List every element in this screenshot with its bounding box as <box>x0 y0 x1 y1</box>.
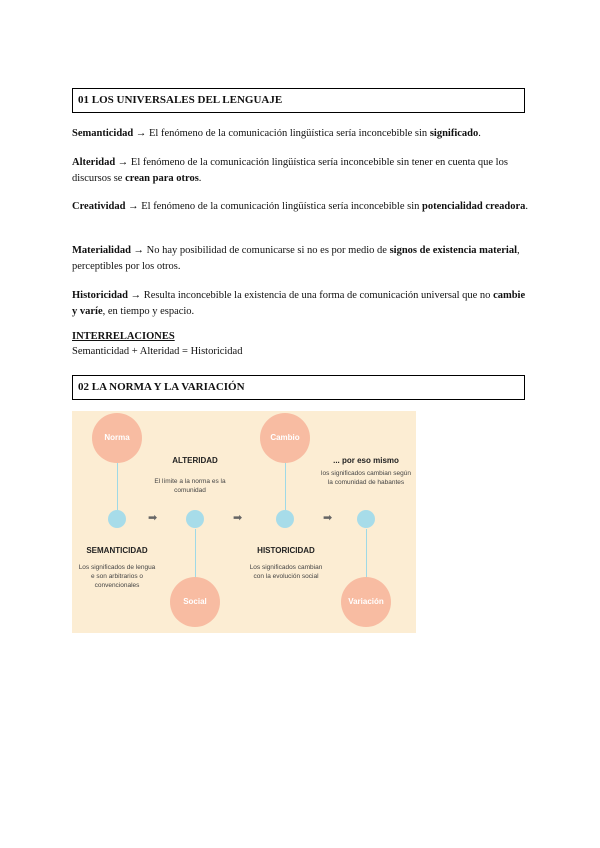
text-materialidad: No hay posibilidad de comunicarse si no es por medio de <box>146 245 390 256</box>
por-eso-mismo-heading: ... por eso mismo <box>333 456 399 465</box>
end-creatividad: . <box>525 201 529 212</box>
term-materialidad: Materialidad <box>72 245 131 256</box>
paragraph-historicidad <box>72 288 532 320</box>
term-semanticidad: Semanticidad <box>72 128 134 139</box>
end-semanticidad: . <box>478 128 481 139</box>
node-dot <box>357 510 375 528</box>
historicidad-text: Los significados cambian con la evolución social <box>249 564 323 580</box>
paragraph-materialidad <box>72 243 532 275</box>
arrow-right-icon: ➡ <box>148 512 158 524</box>
interrelaciones-title: INTERRELACIONES <box>72 331 175 342</box>
bold-creatividad: potencialidad creadora <box>422 201 526 212</box>
bold-alteridad: crean para otros <box>125 173 199 184</box>
arrow-semanticidad: → <box>133 128 150 139</box>
end-materialidad: , perceptibles por los otros. <box>72 245 520 272</box>
text-historicidad: Resulta inconcebible la existencia de una forma de comunicación universal que no <box>143 290 494 301</box>
circle-social: Social <box>170 577 220 627</box>
norma-variacion-diagram <box>72 411 416 633</box>
paragraph-semanticidad <box>72 126 532 142</box>
interrelaciones-equation: Semanticidad + Alteridad = Historicidad <box>72 346 243 357</box>
text-creatividad: El fenómeno de la comunicación lingüística sería inconcebible sin <box>141 201 423 212</box>
arrow-right-icon: ➡ <box>323 512 333 524</box>
paragraph-alteridad <box>72 155 532 187</box>
term-historicidad: Historicidad <box>72 290 129 301</box>
alteridad-heading: ALTERIDAD <box>172 456 218 465</box>
arrow-materialidad: → <box>130 245 147 256</box>
bold-materialidad: signos de existencia material <box>389 245 518 256</box>
bold-historicidad: cambie y varíe <box>72 290 526 317</box>
arrow-historicidad: → <box>128 290 144 301</box>
alteridad-text: El límite a la norma es la comunidad <box>154 478 226 494</box>
end-alteridad: . <box>198 173 202 184</box>
term-alteridad: Alteridad <box>72 157 116 168</box>
end-historicidad: , en tiempo y espacio. <box>102 306 195 317</box>
text-semanticidad: El fenómeno de la comunicación lingüística sería inconcebible sin <box>149 128 430 139</box>
connector-line <box>195 529 196 579</box>
node-dot <box>108 510 126 528</box>
semanticidad-heading: SEMANTICIDAD <box>86 546 148 555</box>
arrow-right-icon: ➡ <box>233 512 243 524</box>
term-creatividad: Creatividad <box>72 201 126 212</box>
connector-line <box>366 529 367 579</box>
historicidad-heading: HISTORICIDAD <box>257 546 315 555</box>
node-dot <box>186 510 204 528</box>
semanticidad-text: Los significados de lengua e son arbitrarios o convencionales <box>78 564 156 589</box>
circle-variacion: Variación <box>341 577 391 627</box>
circle-cambio: Cambio <box>260 413 310 463</box>
text-alteridad: El fenómeno de la comunicación lingüística sería inconcebible sin tener en cuenta que los discursos se <box>72 157 508 184</box>
section-1-title: 01 LOS UNIVERSALES DEL LENGUAJE <box>72 88 525 113</box>
section-2-title: 02 LA NORMA Y LA VARIACIÓN <box>72 375 525 400</box>
circle-norma: Norma <box>92 413 142 463</box>
arrow-creatividad: → <box>125 201 142 212</box>
paragraph-creatividad <box>72 199 532 215</box>
arrow-alteridad: → <box>115 157 131 168</box>
por-eso-mismo-text: los significados cambian según la comunidad de habantes <box>321 470 411 486</box>
node-dot <box>276 510 294 528</box>
bold-semanticidad: significado <box>429 128 479 139</box>
